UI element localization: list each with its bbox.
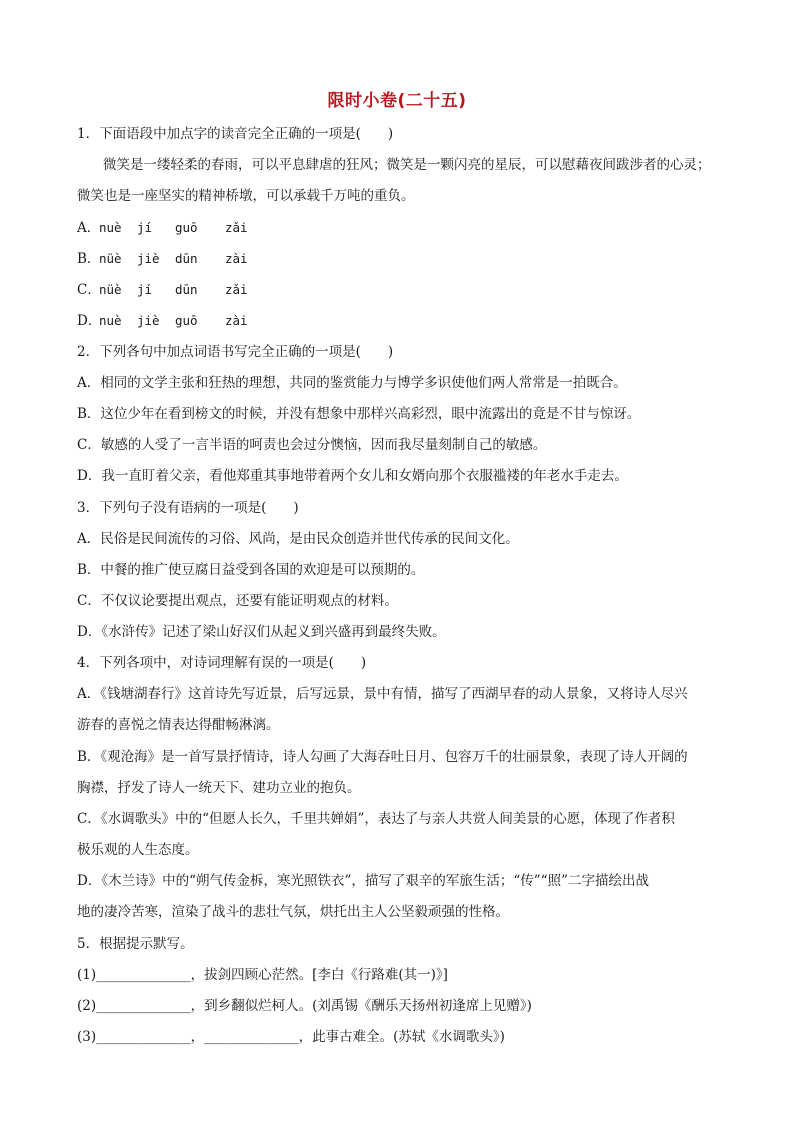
- question-3-option-a: A．民俗是民间流传的习俗、风尚，是由民众创造并世代传承的民间文化。: [77, 531, 519, 547]
- question-3-option-d: D．《水浒传》记述了梁山好汉们从起义到兴盛再到最终失败。: [77, 624, 446, 640]
- question-1-option-c: [77, 280, 248, 300]
- question-2-option-d: D．我一直盯着父亲，看他郑重其事地带着两个女儿和女婿向那个衣服褴褛的年老水手走去。: [77, 468, 628, 484]
- question-2-option-c: C．敏感的人受了一言半语的呵责也会过分懊恼，因而我尽量刻制自己的敏感。: [77, 437, 547, 453]
- pinyin-2: jí: [137, 282, 153, 297]
- question-5-blank-1: (1)______________，拔剑四顾心茫然。[李白《行路难(其一)》]: [77, 967, 448, 983]
- question-2-stem: 2．下列各句中加点词语书写完全正确的一项是( ): [77, 344, 394, 360]
- pinyin-4: zǎi: [225, 282, 248, 297]
- pinyin-3: guō: [175, 220, 198, 235]
- pinyin-1: nuè: [99, 313, 122, 328]
- question-1-passage-line-2: 微笑也是一座坚实的精神桥墩，可以承载千万吨的重负。: [77, 188, 415, 204]
- question-5-blank-3: (3)______________，______________，此事古难全。(苏轼《水调歌头》): [77, 1029, 505, 1045]
- pinyin-4: zǎi: [225, 220, 248, 235]
- page-title: 限时小卷(二十五): [327, 91, 467, 111]
- pinyin-1: nuè: [99, 220, 122, 235]
- question-2-option-b: B．这位少年在看到榜文的时候，并没有想象中那样兴高彩烈，眼中流露出的竟是不甘与惊讶。: [77, 406, 641, 422]
- question-4-option-b-line-2: 胸襟，抒发了诗人一统天下、建功立业的抱负。: [77, 780, 361, 796]
- question-1-option-a: [77, 218, 248, 238]
- pinyin-1: nüè: [99, 282, 122, 297]
- question-4-option-a-line-1: A．《钱塘湖春行》这首诗先写近景，后写远景，景中有情，描写了西湖早春的动人景象，又将诗人尽兴: [77, 686, 688, 702]
- question-4-option-d-line-1: D．《木兰诗》中的“朔气传金柝，寒光照铁衣”，描写了艰辛的军旅生活；“传”“照”二字描绘出战: [77, 873, 649, 889]
- pinyin-4: zài: [225, 251, 248, 266]
- option-label: A．: [77, 220, 101, 236]
- question-4-option-d-line-2: 地的凄冷苦寒，渲染了战斗的悲壮气氛，烘托出主人公坚毅顽强的性格。: [77, 904, 509, 920]
- question-3-stem: 3．下列句子没有语病的一项是( ): [77, 500, 299, 516]
- pinyin-2: jiè: [137, 251, 160, 266]
- question-4-option-a-line-2: 游春的喜悦之情表达得酣畅淋漓。: [77, 717, 280, 733]
- question-1-option-b: [77, 249, 248, 269]
- option-label: D．: [77, 313, 102, 329]
- question-4-option-c-line-2: 极乐观的人生态度。: [77, 842, 199, 858]
- question-5-stem: 5．根据提示默写。: [77, 936, 194, 952]
- pinyin-3: dūn: [175, 282, 198, 297]
- pinyin-2: jí: [137, 220, 153, 235]
- option-label: B．: [77, 251, 101, 267]
- question-2-option-a: A．相同的文学主张和狂热的理想，共同的鉴赏能力与博学多识使他们两人常常是一拍既合。: [77, 375, 627, 391]
- pinyin-3: dūn: [175, 251, 198, 266]
- pinyin-3: guō: [175, 313, 198, 328]
- question-3-option-c: C．不仅议论要提出观点，还要有能证明观点的材料。: [77, 593, 398, 609]
- pinyin-2: jiè: [137, 313, 160, 328]
- question-1-option-d: [77, 311, 248, 331]
- pinyin-4: zài: [225, 313, 248, 328]
- question-1-passage-line-1: 微笑是一缕轻柔的春雨，可以平息肆虐的狂风；微笑是一颗闪亮的星辰，可以慰藉夜间跋涉者的心灵；: [103, 157, 711, 173]
- option-label: C．: [77, 282, 101, 298]
- question-4-option-c-line-1: C．《水调歌头》中的“但愿人长久，千里共婵娟”，表达了与亲人共赏人间美景的心愿，体现了作者积: [77, 811, 675, 827]
- question-5-blank-2: (2)______________，到乡翻似烂柯人。(刘禹锡《酬乐天扬州初逢席上见赠》): [77, 998, 532, 1014]
- question-3-option-b: B．中餐的推广使豆腐日益受到各国的欢迎是可以预期的。: [77, 562, 425, 578]
- question-1-stem: 1．下面语段中加点字的读音完全正确的一项是( ): [77, 126, 394, 142]
- pinyin-1: nüè: [99, 251, 122, 266]
- question-4-option-b-line-1: B．《观沧海》是一首写景抒情诗，诗人勾画了大海吞吐日月、包容万千的壮丽景象，表现了诗人开阔的: [77, 749, 688, 765]
- question-4-stem: 4．下列各项中，对诗词理解有误的一项是( ): [77, 655, 367, 671]
